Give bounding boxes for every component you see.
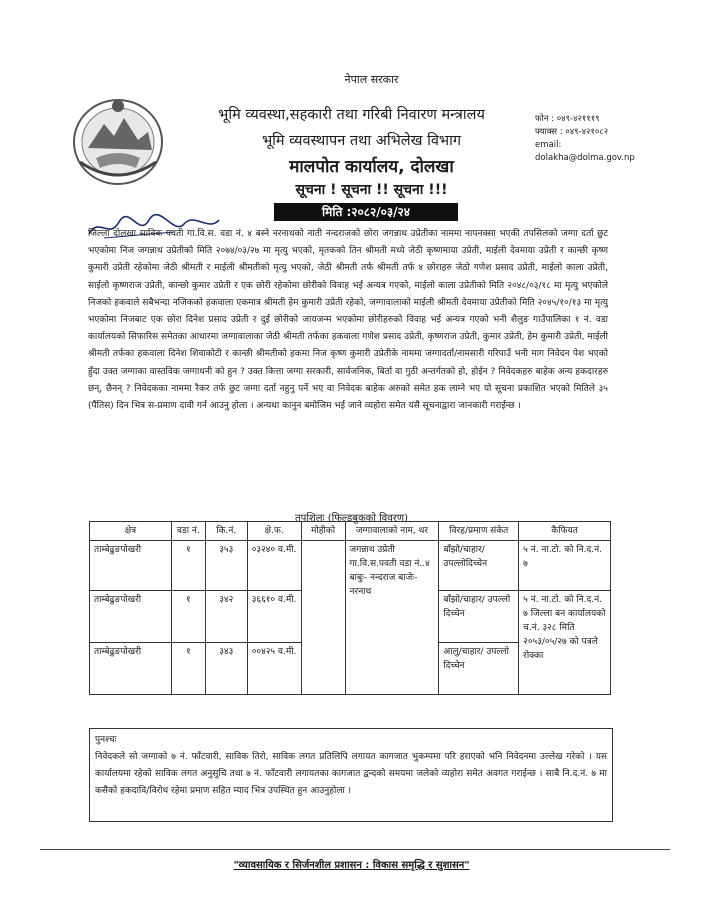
header-size: क्षे.फ. xyxy=(247,522,301,541)
cell-ward: १ xyxy=(171,643,205,695)
notice-date: मिति :२०८२/०३/२४ xyxy=(274,203,458,221)
cell-tenant xyxy=(301,541,345,695)
header-area: क्षेत्र xyxy=(90,522,172,541)
notice-body xyxy=(88,226,608,415)
cell-evidence: बाँझो/चाहार/ उपल्लोदिच्चेन xyxy=(439,541,519,591)
cell-area: ताम्बेढुङपोखरी xyxy=(90,541,172,591)
postscript-text: निवेदकले सो जग्गाको ७ नं. फाँटवारी, साविक तिरो, साविक लगत प्रतिलिपि लगायत कागजात भुकम्पमा परि हराएको भनि निवेदनमा उल्लेख गरेको । यस कार्यालयमा रहेको साविक लगत अनुसुचि तथा ७ नं. फाँटवारी लगायतका कागजात द्वन्दको समयमा जलेको व्यहोरा समेत अवगत गराईन्छ । साबै नि.द.नं. ७ मा कसैको हकदावि/विरोध रहेमा प्रमाण सहित म्याद भित्र उपस्थित हुन आउनुहोला । xyxy=(95,752,607,796)
cell-size: ०३२४० व.मी. xyxy=(247,541,301,591)
cell-evidence: आलु/चाहार/ उपल्लो दिच्चेन xyxy=(439,643,519,695)
fax-number: फ्याक्स : ०४९-४२१०८२ xyxy=(535,127,609,137)
email-address: dolakha@dolma.gov.np xyxy=(535,153,635,163)
government-name: नेपाल सरकार xyxy=(344,73,399,86)
cell-size: ००४२५ व.मी. xyxy=(247,643,301,695)
cell-kitta: ३५३ xyxy=(205,541,247,591)
notice-paragraph: जिल्ला दोलखा साविक पवती गा.वि.स. वडा नं. ४ बस्ने नरनाथको नाती नन्दराजको छोरा जगन्नाथ उप्रेतीका नाममा नापनक्सा भएकी तपसिलको जग्गा दर्ता छुट भएकोमा निज जगन्नाथ उप्रेतीको मिति २०७४/०३/२७ मा मृत्यु भएको, मृतकको तिन श्रीमती मध्ये जेठी कृष्णमाया उप्रेती, माईली देवमाया उप्रेती र कान्छी कृष्ण कुमारी उप्रेती रहेकोमा जेठी श्रीमती र माईली श्रीमतीको मृत्यु भएको, जेठी श्रीमती तर्फ श्रीमती तर्फ ४ छोराहरु जेठो गणेश प्रसाद उप्रेती, माईलो काला उप्रेती, साईलो कृष्णराज उप्रेती, कान्छो कुमार उप्रेती र एक छोरी रहेकोमा छोरीको विवाह भई अन्यत्र गएको, माईलो काला उप्रेतीको मिति २०४८/०३/१८ मा मृत्यु भएकोले निजको हकवाले सबैभन्दा नजिकको हकवाला एकमात्र श्रीमती हेम कुमारी उप्रेती रहेको, जग्गावालाको माईली श्रीमती देवमाया उप्रेतीको मिति २०४५/१०/१३ मा मृत्यु भएकोमा निजबाट एक छोरा दिनेश प्रसाद उप्रेती र दुई छोरीको जायजन्म भएकोमा छोरीहरुको विवाह भई अन्यत्र गएको भनी शैलुङ गाउँपालिका १ नं. वडा कार्यालयको सिफारिस समेतका आधारमा जग्गावालाका जेठी श्रीमती तर्फका हकवाला गणेश प्रसाद उप्रेती, कृष्णराज उप्रेती, कुमार उप्रेती, हेम कुमारी उप्रेती, माईली श्रीमती तर्फका हकवाला दिनेश शिवाकोटी र कान्छी श्रीमतीको हकमा निज कृष्ण कुमारी उप्रेतीके नाममा जग्गादर्ता/नामसारी गरिपाउँ भनी माग निवेदन पेश भएको हुँदा उक्त जग्गाका वास्तविक जग्गाधनी को हुन ? उक्त कित्ता जग्गा सरकारी, सार्वजनिक, बिर्ता वा गुठी अन्तर्गतको हो, होईन ? निवेदकहरु बाहेक अन्य हकदारहरु छन्, छैनन् ? निवेदकका नाममा रैकर तर्फ छुट जग्गा दर्ता नहुनु पर्ने भए वा निवेदक बाहेक अरुको समेत हक लाग्ने भए यो सूचना प्रकाशित भएको मितिले ३५ (पैंतिस) दिन भित्र स-प्रमाण दावी गर्न आउनु होला । अन्यथा कानुन बमोजिम भई जाने व्यहोरा समेत यसै सूचनाद्वारा जानकारी गराईन्छ । xyxy=(88,229,608,412)
cell-owner: जगन्नाथ उप्रेती गा.वि.स.पवती वडा नं..४ बाबुः- नन्दराज बाजेः- नरनाथ xyxy=(345,541,439,695)
contact-block xyxy=(535,113,635,165)
cell-area: ताम्बेढुङपोखरी xyxy=(90,591,172,643)
notice-title: सूचना ! सूचना !! सूचना !!! xyxy=(295,182,448,198)
cell-kitta: ३४३ xyxy=(205,643,247,695)
cell-ward: १ xyxy=(171,541,205,591)
header-remarks: कैफियत xyxy=(519,522,611,541)
header-owner: जग्गावालाको नाम, थर xyxy=(345,522,439,541)
office-name: मालपोत कार्यालय, दोलखा xyxy=(289,157,454,177)
cell-kitta: ३४२ xyxy=(205,591,247,643)
postscript-box xyxy=(89,728,613,822)
table-header-row xyxy=(90,522,611,541)
department-name: भूमि व्यवस्थापन तथा अभिलेख विभाग xyxy=(261,133,462,149)
header-evidence: विरह/प्रमाण संकेत xyxy=(439,522,519,541)
postscript-label: पुनश्चः xyxy=(95,735,117,745)
ministry-name: भूमि व्यवस्था,सहकारी तथा गरिबी निवारण मन्त्रालय xyxy=(218,107,485,123)
phone-number: फोन : ०४९-४२१११९ xyxy=(535,114,600,124)
table-caption: तपशिलः (फिल्डबुकको विवरण) xyxy=(294,513,409,524)
cell-evidence: बाँझो/चाहार/ उपल्लो दिच्चेन xyxy=(439,591,519,643)
cell-ward: १ xyxy=(171,591,205,643)
fieldbook-table xyxy=(89,521,611,695)
header-kitta: कि.नं. xyxy=(205,522,247,541)
cell-area: ताम्बेढुङपोखरी xyxy=(90,643,172,695)
cell-size: ३६६१० व.मी. xyxy=(247,591,301,643)
table-row xyxy=(90,541,611,591)
header-ward: वडा नं. xyxy=(171,522,205,541)
cell-remarks: ५ नं. ना.टो. को नि.द.नं. ७ जिल्ला बन कार्यालयको च.नं. ३२८ मिति २०५३/०५/२७ को पत्रले रोक्का xyxy=(519,591,611,695)
footer-divider xyxy=(40,849,670,850)
header-tenant: मोहीको xyxy=(301,522,345,541)
cell-remarks: ५ नं. ना.टो. को नि.द.नं. ७ xyxy=(519,541,611,591)
email-label: email: xyxy=(535,140,562,150)
footer-slogan: "व्यावसायिक र सिर्जनशील प्रशासन : विकास समृद्धि र सुशासन" xyxy=(233,860,470,871)
